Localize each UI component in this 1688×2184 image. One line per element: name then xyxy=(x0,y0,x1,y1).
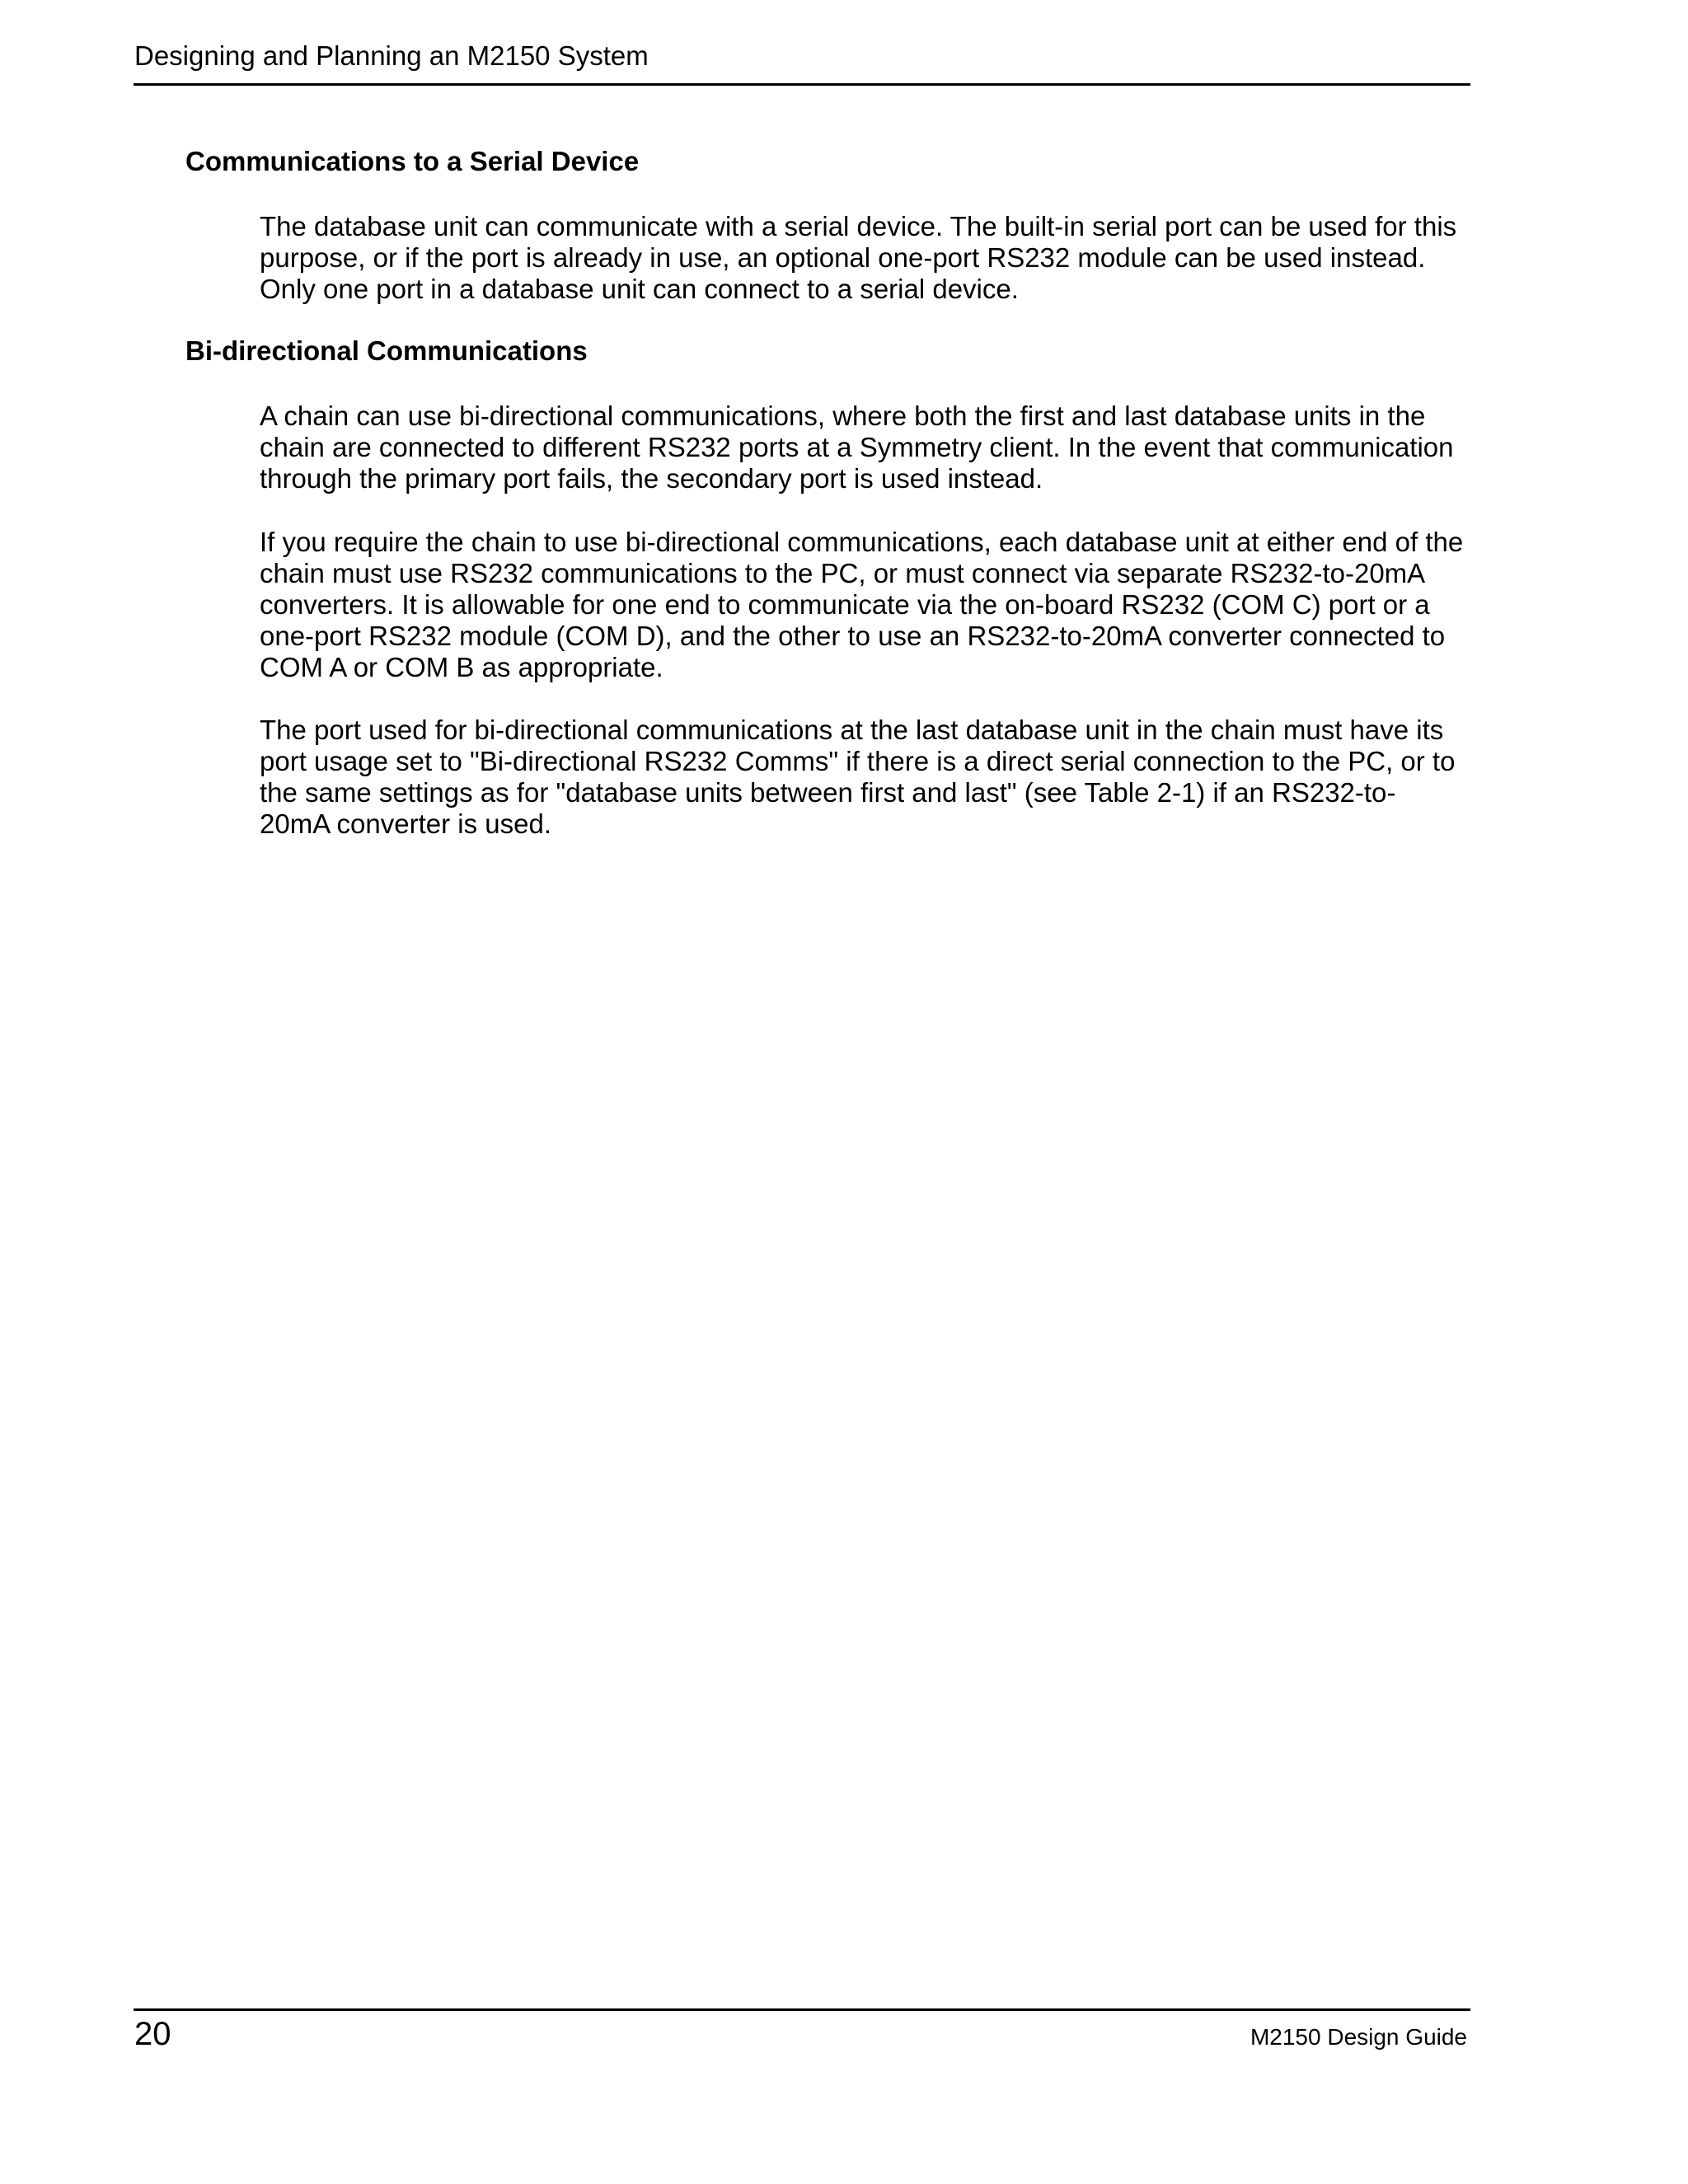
guide-title: M2150 Design Guide xyxy=(1250,2024,1467,2050)
page-number: 20 xyxy=(134,2016,171,2052)
paragraph-line: The database unit can communicate with a serial device. The built-in serial port can be used for this xyxy=(260,211,1457,241)
paragraph-line: If you require the chain to use bi-directional communications, each database unit at either end of the xyxy=(260,527,1464,557)
paragraph-line: the same settings as for "database units between first and last" (see Table 2-1) if an RS232-to- xyxy=(260,777,1396,808)
paragraph-line: converters. It is allowable for one end to communicate via the on-board RS232 (COM C) port or a xyxy=(260,589,1430,620)
paragraph-line: Only one port in a database unit can connect to a serial device. xyxy=(260,274,1019,304)
paragraph-line: port usage set to "Bi-directional RS232 Comms" if there is a direct serial connection to the PC, or to xyxy=(260,746,1456,776)
running-header: Designing and Planning an M2150 System xyxy=(134,40,649,71)
header-rule xyxy=(134,83,1470,86)
footer-rule xyxy=(134,2008,1470,2011)
paragraph-line: through the primary port fails, the secondary port is used instead. xyxy=(260,463,1043,494)
paragraph-bidirectional-requirements xyxy=(260,527,1479,683)
paragraph-line: COM A or COM B as appropriate. xyxy=(260,652,663,682)
paragraph-line: The port used for bi-directional communications at the last database unit in the chain must have its xyxy=(260,715,1444,745)
paragraph-line: 20mA converter is used. xyxy=(260,808,552,839)
paragraph-line: one-port RS232 module (COM D), and the other to use an RS232-to-20mA converter connected to xyxy=(260,621,1446,651)
section-heading-bidirectional: Bi-directional Communications xyxy=(185,335,588,366)
section-heading-serial-device: Communications to a Serial Device xyxy=(185,146,640,176)
paragraph-serial-device xyxy=(260,211,1479,305)
paragraph-line: purpose, or if the port is already in use, an optional one-port RS232 module can be used instead. xyxy=(260,242,1426,273)
paragraph-bidirectional-intro xyxy=(260,401,1479,494)
paragraph-line: A chain can use bi-directional communications, where both the first and last database units in the xyxy=(260,401,1426,431)
paragraph-bidirectional-port-usage xyxy=(260,715,1479,840)
paragraph-line: chain must use RS232 communications to the PC, or must connect via separate RS232-to-20mA xyxy=(260,558,1426,588)
paragraph-line: chain are connected to different RS232 ports at a Symmetry client. In the event that communication xyxy=(260,432,1454,462)
